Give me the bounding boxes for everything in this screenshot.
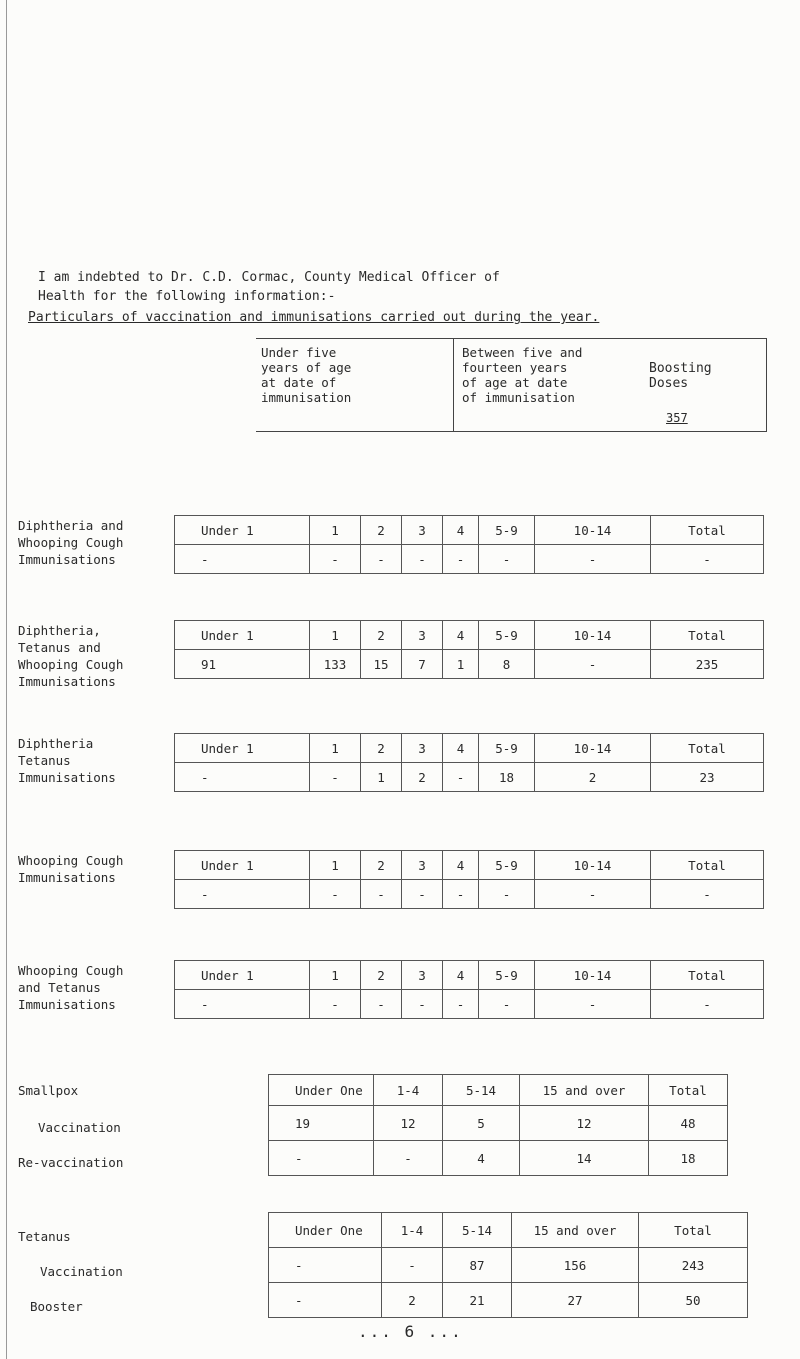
- col-header: Under One: [269, 1075, 374, 1106]
- table-cell: -: [443, 545, 479, 574]
- table-cell: -: [175, 990, 310, 1019]
- table-cell: 21: [443, 1283, 512, 1318]
- table-cell: -: [269, 1141, 374, 1176]
- table-cell: 156: [512, 1248, 639, 1283]
- label-tetanus-booster: Booster: [30, 1299, 83, 1314]
- table-cell: 19: [269, 1106, 374, 1141]
- col-header: 2: [361, 516, 402, 545]
- col-header: 15 and over: [520, 1075, 649, 1106]
- header-boosting-doses: Boosting Doses: [649, 361, 712, 391]
- col-header: 5-14: [443, 1213, 512, 1248]
- col-header: 5-9: [479, 621, 535, 650]
- col-header: 3: [402, 516, 443, 545]
- table-cell: 12: [374, 1106, 443, 1141]
- label-whooping-tetanus: Whooping Cough and Tetanus Immunisations: [18, 963, 124, 1012]
- intro-text: [38, 268, 500, 306]
- table-header-row: [175, 516, 764, 545]
- col-header: 1: [310, 734, 361, 763]
- table-cell: -: [535, 650, 651, 679]
- table-cell: 7: [402, 650, 443, 679]
- table-cell: -: [310, 880, 361, 909]
- table-row: [175, 880, 764, 909]
- table-cell: 15: [361, 650, 402, 679]
- table-cell: 8: [479, 650, 535, 679]
- label-dtp: Diphtheria, Tetanus and Whooping Cough Immunisations: [18, 623, 124, 689]
- table-cell: 2: [402, 763, 443, 792]
- table-diphtheria-whooping: [174, 515, 764, 574]
- col-header: Total: [651, 516, 764, 545]
- table-cell: -: [402, 545, 443, 574]
- table-cell: 18: [479, 763, 535, 792]
- col-header: 15 and over: [512, 1213, 639, 1248]
- table-cell: 12: [520, 1106, 649, 1141]
- col-header: Total: [649, 1075, 728, 1106]
- page-number: ... 6 ...: [358, 1322, 463, 1341]
- table-cell: 5: [443, 1106, 520, 1141]
- table-header-row: [175, 961, 764, 990]
- label-smallpox-vaccination: Vaccination: [38, 1120, 121, 1135]
- table-cell: 91: [175, 650, 310, 679]
- table-dtp: [174, 620, 764, 679]
- table-cell: 48: [649, 1106, 728, 1141]
- col-header: Total: [651, 621, 764, 650]
- table-cell: -: [479, 545, 535, 574]
- col-header: Total: [651, 734, 764, 763]
- table-cell: -: [479, 880, 535, 909]
- label-tetanus-vaccination: Vaccination: [40, 1264, 123, 1279]
- table-cell: -: [535, 545, 651, 574]
- col-header: Under One: [269, 1213, 382, 1248]
- table-cell: -: [310, 990, 361, 1019]
- table-cell: 1: [443, 650, 479, 679]
- col-header: Under 1: [175, 621, 310, 650]
- table-cell: -: [402, 880, 443, 909]
- table-header-row: [269, 1213, 748, 1248]
- table-cell: -: [310, 545, 361, 574]
- table-cell: 133: [310, 650, 361, 679]
- table-whooping-tetanus: [174, 960, 764, 1019]
- col-header: 2: [361, 734, 402, 763]
- header-divider: [453, 339, 454, 431]
- table-tetanus: [268, 1212, 748, 1318]
- col-header: 2: [361, 961, 402, 990]
- section-heading: Particulars of vaccination and immunisations carried out during the year.: [28, 310, 600, 325]
- table-header-row: [175, 621, 764, 650]
- col-header: 10-14: [535, 516, 651, 545]
- label-diphtheria-whooping: Diphtheria and Whooping Cough Immunisations: [18, 518, 124, 567]
- label-smallpox-revaccination: Re-vaccination: [18, 1155, 124, 1170]
- col-header: 1: [310, 961, 361, 990]
- col-header: 4: [443, 621, 479, 650]
- intro-line-1: I am indebted to Dr. C.D. Cormac, County Medical Officer of: [38, 270, 500, 285]
- col-header: Under 1: [175, 851, 310, 880]
- table-cell: 2: [535, 763, 651, 792]
- table-cell: -: [651, 880, 764, 909]
- table-cell: -: [443, 880, 479, 909]
- col-header: 2: [361, 851, 402, 880]
- col-header: Under 1: [175, 516, 310, 545]
- table-cell: -: [374, 1141, 443, 1176]
- table-cell: -: [175, 763, 310, 792]
- col-header: 5-9: [479, 516, 535, 545]
- table-cell: -: [361, 545, 402, 574]
- table-cell: 27: [512, 1283, 639, 1318]
- table-diphtheria-tetanus: [174, 733, 764, 792]
- table-cell: -: [361, 990, 402, 1019]
- col-header: 10-14: [535, 621, 651, 650]
- table-cell: -: [382, 1248, 443, 1283]
- col-header: 1: [310, 516, 361, 545]
- table-cell: -: [175, 880, 310, 909]
- table-cell: 2: [382, 1283, 443, 1318]
- col-header: 3: [402, 621, 443, 650]
- col-header: 4: [443, 734, 479, 763]
- col-header: 4: [443, 851, 479, 880]
- table-row: [269, 1106, 728, 1141]
- table-cell: -: [651, 990, 764, 1019]
- table-cell: 18: [649, 1141, 728, 1176]
- col-header: 4: [443, 516, 479, 545]
- table-cell: 243: [639, 1248, 748, 1283]
- table-row: [269, 1141, 728, 1176]
- label-smallpox: Smallpox: [18, 1083, 79, 1098]
- table-header-row: [175, 734, 764, 763]
- col-header: 5-9: [479, 851, 535, 880]
- col-header: 3: [402, 734, 443, 763]
- table-cell: 23: [651, 763, 764, 792]
- table-row: [175, 763, 764, 792]
- table-cell: -: [651, 545, 764, 574]
- table-cell: -: [535, 990, 651, 1019]
- col-header: Total: [651, 851, 764, 880]
- age-group-header: [256, 338, 767, 432]
- col-header: Total: [651, 961, 764, 990]
- table-cell: 87: [443, 1248, 512, 1283]
- col-header: Total: [639, 1213, 748, 1248]
- col-header: 10-14: [535, 851, 651, 880]
- col-header: 10-14: [535, 961, 651, 990]
- table-cell: -: [443, 990, 479, 1019]
- col-header: 5-9: [479, 734, 535, 763]
- table-cell: -: [479, 990, 535, 1019]
- table-row: [175, 650, 764, 679]
- table-cell: -: [443, 763, 479, 792]
- col-header: Under 1: [175, 734, 310, 763]
- col-header: 3: [402, 961, 443, 990]
- table-cell: -: [269, 1283, 382, 1318]
- header-five-to-fourteen: Between five and fourteen years of age at date of immunisation: [462, 345, 583, 405]
- header-total-figure: 357: [666, 411, 688, 425]
- table-row: [175, 990, 764, 1019]
- table-row: [175, 545, 764, 574]
- label-whooping: Whooping Cough Immunisations: [18, 853, 124, 885]
- table-cell: -: [310, 763, 361, 792]
- intro-line-2: Health for the following information:-: [38, 289, 336, 304]
- table-cell: 1: [361, 763, 402, 792]
- table-smallpox: [268, 1074, 728, 1176]
- table-whooping: [174, 850, 764, 909]
- table-cell: -: [269, 1248, 382, 1283]
- col-header: 2: [361, 621, 402, 650]
- table-cell: -: [175, 545, 310, 574]
- header-under-five: Under five years of age at date of immunisation: [261, 345, 352, 405]
- col-header: 1-4: [374, 1075, 443, 1106]
- col-header: 5-9: [479, 961, 535, 990]
- table-cell: 4: [443, 1141, 520, 1176]
- col-header: 10-14: [535, 734, 651, 763]
- page-edge-line: [6, 0, 7, 1359]
- table-row: [269, 1283, 748, 1318]
- col-header: 3: [402, 851, 443, 880]
- label-tetanus: Tetanus: [18, 1229, 71, 1244]
- table-cell: 50: [639, 1283, 748, 1318]
- table-cell: -: [535, 880, 651, 909]
- col-header: 1-4: [382, 1213, 443, 1248]
- table-cell: -: [402, 990, 443, 1019]
- table-cell: 235: [651, 650, 764, 679]
- col-header: 5-14: [443, 1075, 520, 1106]
- col-header: Under 1: [175, 961, 310, 990]
- col-header: 1: [310, 851, 361, 880]
- table-cell: 14: [520, 1141, 649, 1176]
- label-diphtheria-tetanus: Diphtheria Tetanus Immunisations: [18, 736, 116, 785]
- col-header: 1: [310, 621, 361, 650]
- col-header: 4: [443, 961, 479, 990]
- table-cell: -: [361, 880, 402, 909]
- table-header-row: [269, 1075, 728, 1106]
- table-row: [269, 1248, 748, 1283]
- table-header-row: [175, 851, 764, 880]
